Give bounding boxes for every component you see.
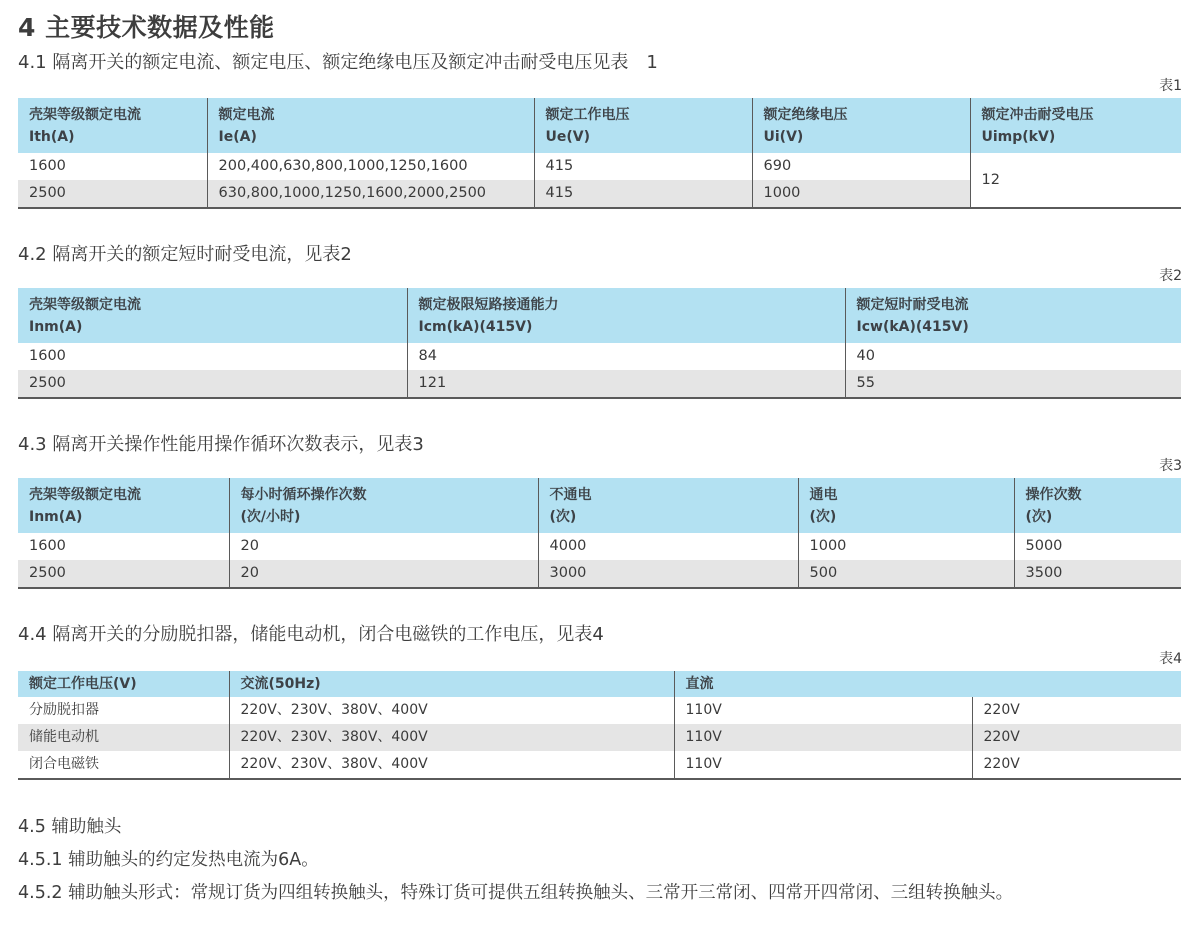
table1-label: 表1 <box>1159 78 1182 94</box>
table-cell: 20 <box>229 533 538 560</box>
table-cell: 2500 <box>18 180 207 208</box>
t4-header-working-voltage: 额定工作电压(V) <box>18 671 229 697</box>
t1-header-working-voltage: 额定工作电压 Ue(V) <box>534 98 752 153</box>
page-title: 4 主要技术数据及性能 <box>18 13 275 42</box>
section-4-3-heading: 4.3 隔离开关操作性能用操作循环次数表示，见表3 <box>18 434 424 455</box>
table-3 <box>18 478 1181 589</box>
table-row <box>18 533 1181 560</box>
table-cell: 4000 <box>538 533 798 560</box>
table-cell: 220V <box>972 751 1181 779</box>
table-cell: 121 <box>407 370 845 398</box>
table2-label: 表2 <box>1159 268 1182 284</box>
table3-label: 表3 <box>1159 458 1182 474</box>
table-cell: 415 <box>534 153 752 180</box>
table-cell: 110V <box>674 724 972 751</box>
table-cell: 500 <box>798 560 1014 588</box>
table-cell: 220V、230V、380V、400V <box>229 724 674 751</box>
table-cell: 220V <box>972 724 1181 751</box>
section-4-5-2-text: 4.5.2 辅助触头形式：常规订货为四组转换触头，特殊订货可提供五组转换触头、三常开三常闭、四常开四常闭、三组转换触头。 <box>18 883 1014 903</box>
table-2 <box>18 288 1181 399</box>
table-row <box>18 560 1181 588</box>
t2-header-making-capacity: 额定极限短路接通能力 Icm(kA)(415V) <box>407 288 845 343</box>
table-cell: 110V <box>674 697 972 724</box>
table-cell: 3000 <box>538 560 798 588</box>
table-cell: 200,400,630,800,1000,1250,1600 <box>207 153 534 180</box>
table-row <box>18 343 1181 370</box>
table-1 <box>18 98 1181 209</box>
table-cell: 690 <box>752 153 970 180</box>
table-cell: 2500 <box>18 370 407 398</box>
section-4-4-heading: 4.4 隔离开关的分励脱扣器，储能电动机，闭合电磁铁的工作电压，见表4 <box>18 624 604 645</box>
table-cell: 220V、230V、380V、400V <box>229 751 674 779</box>
table-cell: 2500 <box>18 560 229 588</box>
t1-header-impulse-voltage: 额定冲击耐受电压 Uimp(kV) <box>970 98 1181 153</box>
table-row <box>18 153 1181 180</box>
table-cell: 3500 <box>1014 560 1181 588</box>
table-cell: 220V、230V、380V、400V <box>229 697 674 724</box>
table-cell: 220V <box>972 697 1181 724</box>
table-row <box>18 751 1181 779</box>
t3-header-cycles-per-hour: 每小时循环操作次数 (次/小时) <box>229 478 538 533</box>
table-cell: 1600 <box>29 158 66 174</box>
t1-header-frame-current: 壳架等级额定电流 Ith(A) <box>18 98 207 153</box>
section-4-5-1-text: 4.5.1 辅助触头的约定发热电流为6A。 <box>18 850 319 870</box>
table-cell: 84 <box>407 343 845 370</box>
table-cell: 630,800,1000,1250,1600,2000,2500 <box>207 180 534 208</box>
t1-header-insulation-voltage: 额定绝缘电压 Ui(V) <box>752 98 970 153</box>
table-cell: 5000 <box>1014 533 1181 560</box>
t3-header-frame-current: 壳架等级额定电流 Inm(A) <box>18 478 229 533</box>
t4-header-ac: 交流(50Hz) <box>229 671 674 697</box>
t3-header-with-current: 通电 (次) <box>798 478 1014 533</box>
section-4-1-heading: 4.1 隔离开关的额定电流、额定电压、额定绝缘电压及额定冲击耐受电压见表 1 <box>18 52 658 73</box>
table-row <box>18 724 1181 751</box>
table-row <box>18 370 1181 398</box>
table-cell: 储能电动机 <box>18 724 229 751</box>
table-cell: 55 <box>845 370 1181 398</box>
table-cell: 闭合电磁铁 <box>29 756 99 772</box>
table-cell: 1000 <box>752 180 970 208</box>
table4-label: 表4 <box>1159 651 1182 667</box>
t3-header-operation-count: 操作次数 (次) <box>1014 478 1181 533</box>
table-cell: 415 <box>534 180 752 208</box>
table-cell: 20 <box>229 560 538 588</box>
table-cell: 110V <box>674 751 972 779</box>
t1-merged-impulse-value: 12 <box>970 153 1181 208</box>
t1-header-rated-current: 额定电流 Ie(A) <box>207 98 534 153</box>
t2-header-frame-current: 壳架等级额定电流 Inm(A) <box>18 288 407 343</box>
t4-header-dc: 直流 <box>674 671 1181 697</box>
section-4-2-heading: 4.2 隔离开关的额定短时耐受电流，见表2 <box>18 244 352 265</box>
section-4-5-heading: 4.5 辅助触头 <box>18 817 122 837</box>
table-cell: 分励脱扣器 <box>29 702 99 718</box>
table-cell: 1600 <box>29 348 66 364</box>
table-row <box>18 697 1181 724</box>
table-cell: 40 <box>845 343 1181 370</box>
t2-header-short-time-current: 额定短时耐受电流 Icw(kA)(415V) <box>845 288 1181 343</box>
t3-header-no-current: 不通电 (次) <box>538 478 798 533</box>
table-cell: 1600 <box>29 538 66 554</box>
table-cell: 1000 <box>798 533 1014 560</box>
table-4 <box>18 671 1181 780</box>
